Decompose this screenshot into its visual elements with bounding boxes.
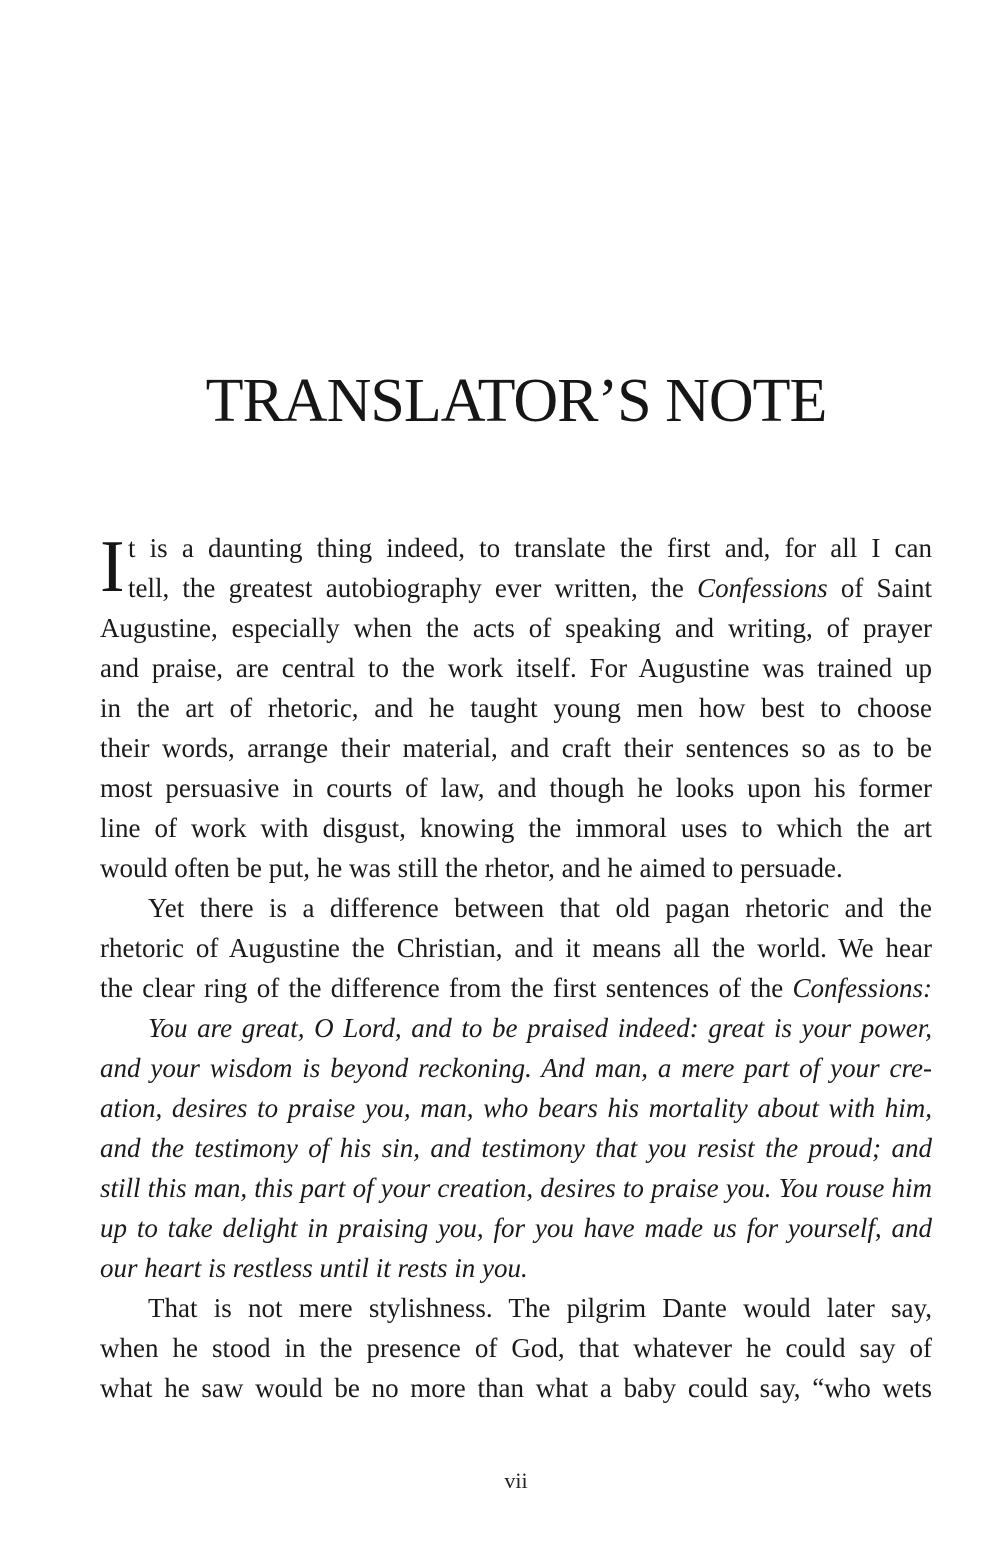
paragraph-2 xyxy=(100,888,932,1008)
body-text xyxy=(100,528,932,1408)
text-line: That is not mere stylishness. The pilgrim Dante would later say, xyxy=(148,1293,932,1323)
quote-line: and your wisdom is beyond reckoning. And man, a mere part of your cre- xyxy=(100,1053,932,1083)
book-title-italic: Confessions xyxy=(697,573,828,603)
quote-line: up to take delight in praising you, for you have made us for yourself, and xyxy=(100,1213,932,1243)
text-line: what he saw would be no more than what a baby could say, “who wets xyxy=(100,1373,932,1403)
text-line: rhetoric of Augustine the Christian, and it means all the world. We hear xyxy=(100,933,932,963)
quote-line: our heart is restless until it rests in you. xyxy=(100,1253,528,1283)
text-line: and praise, are central to the work itself. For Augustine was trained up xyxy=(100,653,932,683)
text-line: Augustine, especially when the acts of speaking and writing, of prayer xyxy=(100,613,932,643)
text-line: t is a daunting thing indeed, to translate the first and, for all I can xyxy=(128,533,932,563)
text-line: line of work with disgust, knowing the immoral uses to which the art xyxy=(100,813,932,843)
text-span: the clear ring of the difference from the first sentences of the xyxy=(100,973,784,1003)
text-line xyxy=(100,968,932,1008)
text-span: tell, the greatest autobiography ever written, the xyxy=(128,573,684,603)
quote-line: still this man, this part of your creation, desires to praise you. You rouse him xyxy=(100,1173,932,1203)
text-line xyxy=(100,568,932,608)
text-line: Yet there is a difference between that old pagan rhetoric and the xyxy=(148,893,932,923)
text-span: of Saint xyxy=(840,573,933,603)
text-line: would often be put, he was still the rhetor, and he aimed to persuade. xyxy=(100,853,843,883)
text-line: when he stood in the presence of God, that whatever he could say of xyxy=(100,1333,932,1363)
quote-line: and the testimony of his sin, and testimony that you resist the proud; and xyxy=(100,1133,932,1163)
paragraph-1 xyxy=(100,528,932,888)
book-title-italic: Confessions: xyxy=(792,973,933,1003)
text-line: most persuasive in courts of law, and though he looks upon his former xyxy=(100,773,932,803)
text-line: in the art of rhetoric, and he taught young men how best to choose xyxy=(100,693,932,723)
block-quote xyxy=(100,1008,932,1288)
drop-cap: I xyxy=(100,526,125,608)
quote-line: ation, desires to praise you, man, who bears his mortality about with him, xyxy=(100,1093,932,1123)
text-line: their words, arrange their material, and craft their sentences so as to be xyxy=(100,733,932,763)
page-title: TRANSLATOR’S NOTE xyxy=(205,367,827,435)
quote-line: You are great, O Lord, and to be praised indeed: great is your power, xyxy=(148,1013,932,1043)
page-number: vii xyxy=(504,1468,528,1493)
paragraph-3 xyxy=(100,1288,932,1408)
